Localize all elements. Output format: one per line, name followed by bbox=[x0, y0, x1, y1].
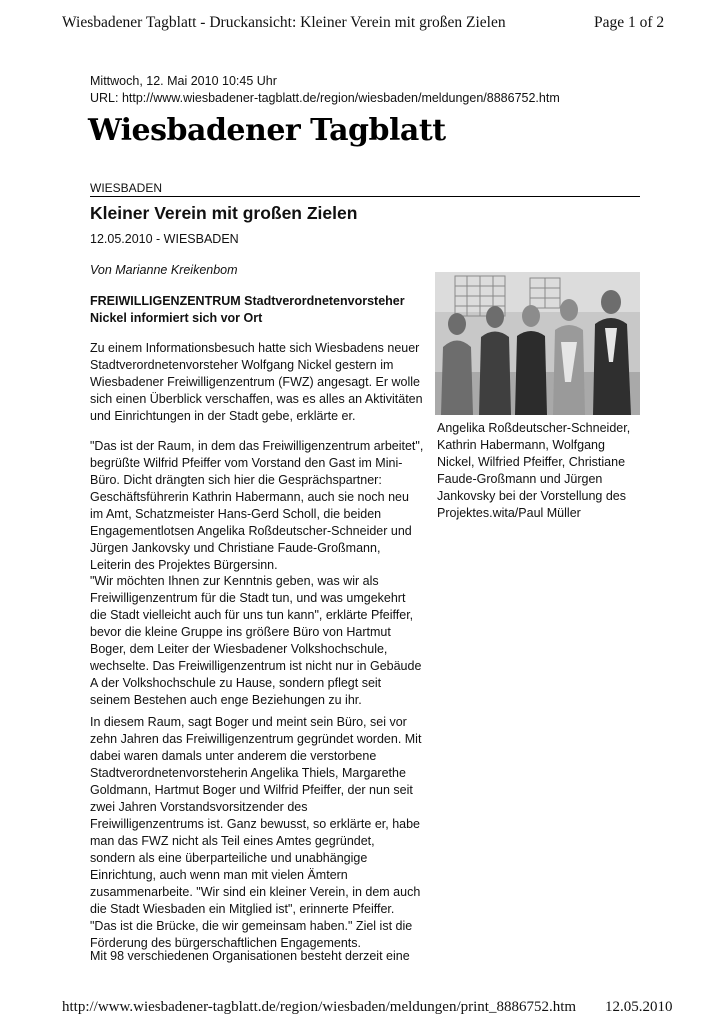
article-photo bbox=[435, 272, 640, 415]
text-line: "Das ist die Brücke, die wir gemeinsam haben." Ziel ist die bbox=[90, 919, 413, 933]
text-line: Zu einem Informationsbesuch hatte sich Wiesbadens neuer bbox=[90, 341, 420, 355]
photo-caption bbox=[437, 420, 647, 522]
text-line: In diesem Raum, sagt Boger und meint sein Büro, sei vor bbox=[90, 715, 407, 729]
text-line: sich einen Überblick verschaffen, was es alles an Aktivitäten bbox=[90, 392, 423, 406]
text-line: man das FWZ nicht als Teil eines Amtes gegründet, bbox=[90, 834, 375, 848]
caption-line: Projektes.wita/Paul Müller bbox=[437, 506, 581, 520]
print-header-title: Wiesbadener Tagblatt - Druckansicht: Kleiner Verein mit großen Zielen bbox=[62, 14, 506, 31]
text-line: seinem Bestehen auch enge Beziehungen zu ihr. bbox=[90, 693, 362, 707]
article-paragraph bbox=[90, 714, 430, 952]
print-footer-url: http://www.wiesbadener-tagblatt.de/region/wiesbaden/meldungen/print_8886752.htm bbox=[62, 999, 577, 1015]
text-line: "Wir möchten Ihnen zur Kenntnis geben, was wir als bbox=[90, 574, 379, 588]
text-line: Mit 98 verschiedenen Organisationen besteht derzeit eine bbox=[90, 949, 410, 963]
caption-line: Angelika Roßdeutscher-Schneider, bbox=[437, 421, 631, 435]
text-line: im Amt, Schatzmeister Hans-Gerd Scholl, die beiden bbox=[90, 507, 382, 521]
text-line: wechselte. Das Freiwilligenzentrum ist nicht nur in Gebäude bbox=[90, 659, 422, 673]
text-line: Förderung des bürgerschaftlichen Engagements. bbox=[90, 936, 361, 950]
caption-line: Nickel, Wilfried Pfeiffer, Christiane bbox=[437, 455, 626, 469]
text-line: zehn Jahren das Freiwilligenzentrum gegründet worden. Mit bbox=[90, 732, 422, 746]
text-line: Stadtverordnetenvorsteherin Angelika Thiels, Margarethe bbox=[90, 766, 406, 780]
article-author: Von Marianne Kreikenbom bbox=[90, 263, 238, 277]
text-line: Goldmann, Hartmut Boger und Wilfrid Pfeiffer, der nun seit bbox=[90, 783, 413, 797]
caption-line: Kathrin Habermann, Wolfgang bbox=[437, 438, 605, 452]
text-line: bevor die kleine Gruppe ins größere Büro von Hartmut bbox=[90, 625, 391, 639]
text-line: Boger, dem Leiter der Wiesbadener Volkshochschule, bbox=[90, 642, 388, 656]
text-line: sondern als eine überparteiliche und unabhängige bbox=[90, 851, 368, 865]
text-line: Einrichtung, auch wenn man mit vielen Ämtern bbox=[90, 868, 348, 882]
source-url: URL: http://www.wiesbadener-tagblatt.de/region/wiesbaden/meldungen/8886752.htm bbox=[90, 91, 560, 105]
article-paragraph bbox=[90, 438, 430, 574]
caption-line: Faude-Großmann und Jürgen bbox=[437, 472, 603, 486]
text-line: begrüßte Wilfrid Pfeiffer vom Vorstand den Gast im Mini- bbox=[90, 456, 403, 470]
text-line: Engagementlotsen Angelika Roßdeutscher-Schneider und bbox=[90, 524, 412, 538]
text-line: Stadtverordnetenvorsteher Wolfgang Nickel gestern im bbox=[90, 358, 394, 372]
article-paragraph bbox=[90, 948, 430, 965]
article-paragraph bbox=[90, 573, 430, 709]
print-page-number: Page 1 of 2 bbox=[594, 14, 665, 31]
text-line: Büro. Dicht drängten sich hier die Gesprächspartner: bbox=[90, 473, 382, 487]
section-divider bbox=[90, 196, 640, 197]
lead-line: FREIWILLIGENZENTRUM Stadtverordnetenvorsteher bbox=[90, 294, 405, 308]
text-line: A der Volkshochschule zu Hause, sondern pflegt seit bbox=[90, 676, 382, 690]
lead-line: Nickel informiert sich vor Ort bbox=[90, 311, 263, 325]
text-line: Leiterin des Projektes Bürgersinn. bbox=[90, 558, 278, 572]
article-lead bbox=[90, 293, 420, 327]
text-line: Freiwilligenzentrums ist. Ganz bewusst, so erklärte er, habe bbox=[90, 817, 420, 831]
text-line: "Das ist der Raum, in dem das Freiwilligenzentrum arbeitet", bbox=[90, 439, 424, 453]
text-line: die Stadt Wiesbaden ein Mitglied ist", erinnerte Pfeiffer. bbox=[90, 902, 395, 916]
text-line: die Stadt vielleicht auch für uns tun kann", erklärte Pfeiffer, bbox=[90, 608, 414, 622]
text-line: Geschäftsführerin Kathrin Habermann, auch sie noch neu bbox=[90, 490, 409, 504]
text-line: Freiwilligenzentrum für die Stadt tun, und was umgekehrt bbox=[90, 591, 406, 605]
text-line: dabei waren damals unter anderem die verstorbene bbox=[90, 749, 377, 763]
text-line: zusammenarbeite. "Wir sind ein kleiner Verein, in dem auch bbox=[90, 885, 421, 899]
text-line: Wiesbadener Freiwilligenzentrum (FWZ) angesagt. Er wolle bbox=[90, 375, 420, 389]
article-dateline: 12.05.2010 - WIESBADEN bbox=[90, 232, 239, 246]
text-line: Jürgen Jankovsky und Christiane Faude-Großmann, bbox=[90, 541, 381, 555]
retrieval-datetime: Mittwoch, 12. Mai 2010 10:45 Uhr bbox=[90, 74, 277, 88]
caption-line: Jankovsky bei der Vorstellung des bbox=[437, 489, 626, 503]
text-line: und Einrichtungen in der Stadt gebe, erklärte er. bbox=[90, 409, 356, 423]
section-label: WIESBADEN bbox=[90, 181, 163, 195]
article-paragraph bbox=[90, 340, 430, 425]
print-footer-date: 12.05.2010 bbox=[605, 999, 673, 1015]
text-line: zwei Jahren Vorstandsvorsitzender des bbox=[90, 800, 308, 814]
article-headline: Kleiner Verein mit großen Zielen bbox=[90, 203, 358, 223]
newspaper-masthead-logo: Wiesbadener Tagblatt bbox=[88, 113, 446, 148]
